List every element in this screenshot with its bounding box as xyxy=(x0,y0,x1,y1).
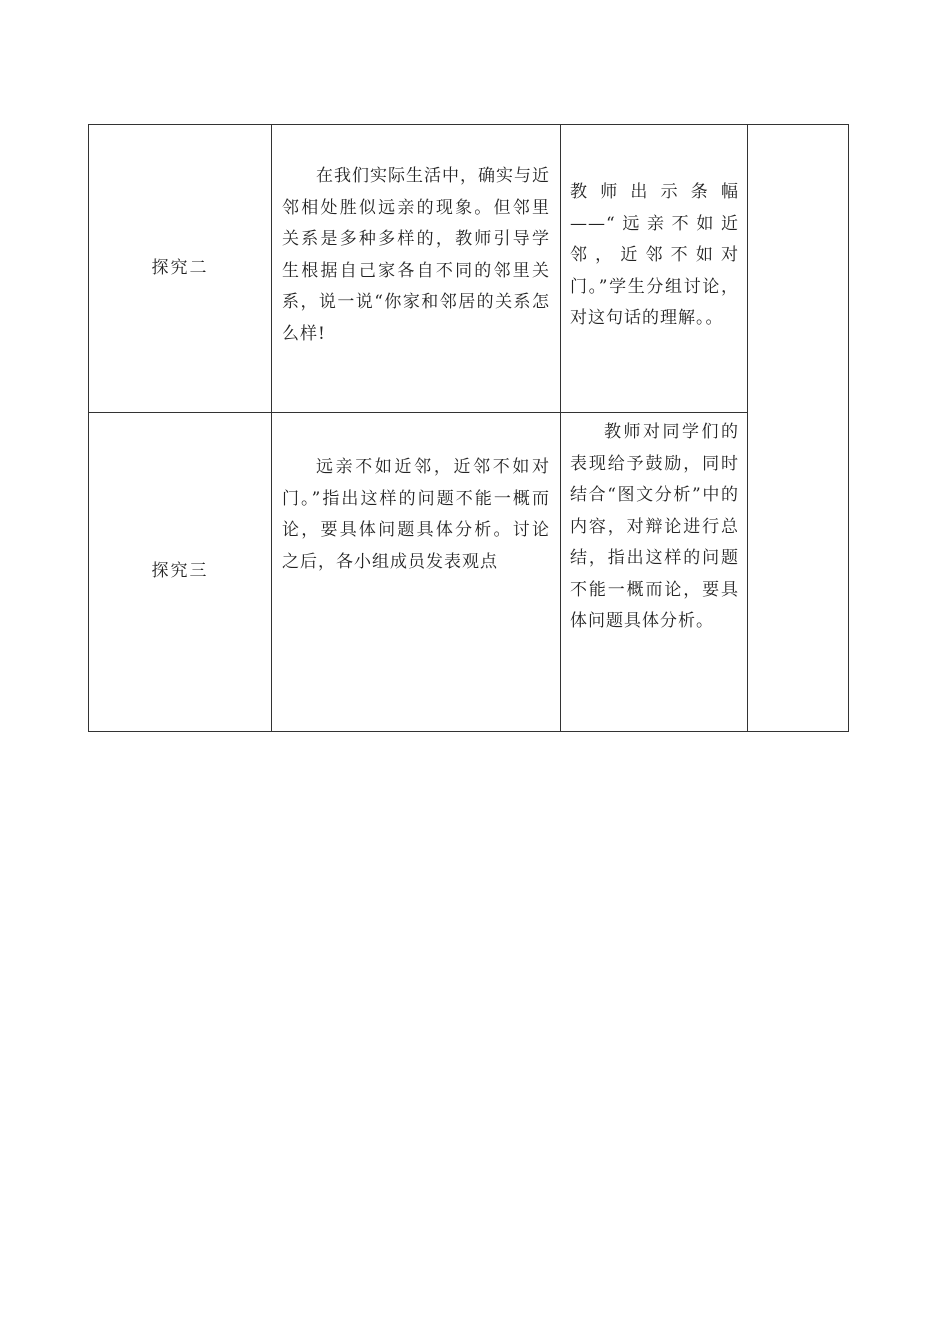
table-row xyxy=(89,413,849,732)
activity-cell xyxy=(272,125,561,413)
stage-label: 探究三 xyxy=(151,561,209,582)
teacher-cell xyxy=(561,413,748,732)
notes-cell xyxy=(748,125,849,732)
teacher-text: 教师对同学们的表现给予鼓励，同时结合“图文分析”中的内容，对辩论进行总结，指出这样的问题不能一概而论，要具体问题具体分析。 xyxy=(570,422,739,631)
table-row xyxy=(89,125,849,413)
teacher-cell xyxy=(561,125,748,413)
stage-cell xyxy=(89,413,272,732)
stage-label: 探究二 xyxy=(151,257,209,278)
stage-cell xyxy=(89,125,272,413)
activity-text: 远亲不如近邻，近邻不如对门。”指出这样的问题不能一概而论，要具体问题具体分析。讨论之后，各小组成员发表观点 xyxy=(282,457,550,572)
teacher-text: 教师出示条幅——“远亲不如近邻，近邻不如对门。”学生分组讨论，对这句话的理解。。 xyxy=(570,182,739,328)
activity-cell xyxy=(272,413,561,732)
lesson-plan-table xyxy=(88,124,849,732)
activity-text: 在我们实际生活中，确实与近邻相处胜似远亲的现象。但邻里关系是多种多样的，教师引导学生根据自己家各自不同的邻里关系，说一说“你家和邻居的关系怎么样! xyxy=(282,166,550,344)
